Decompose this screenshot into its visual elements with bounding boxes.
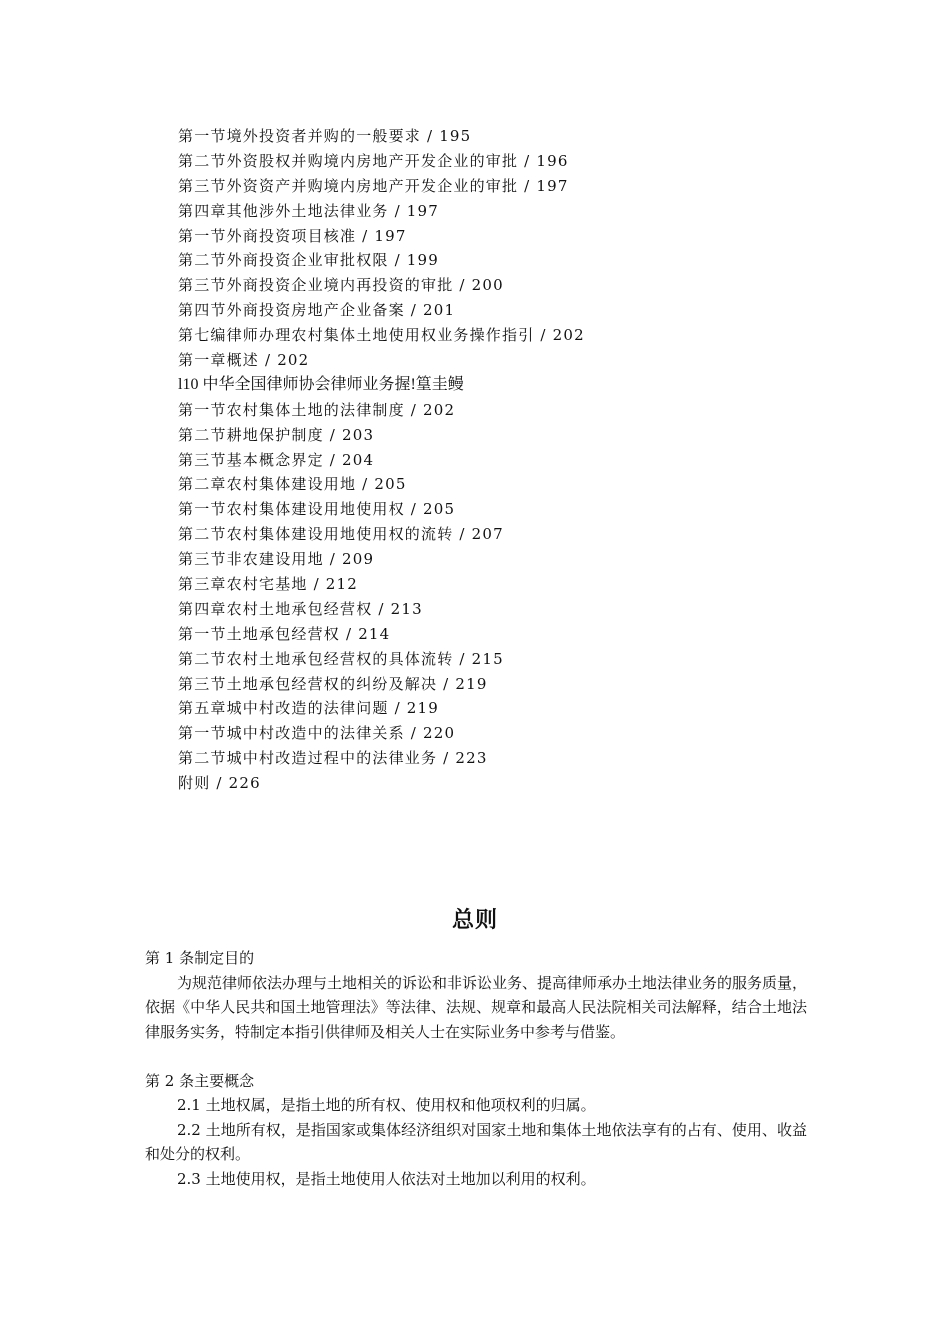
toc-entry: 第三节外资资产并购境内房地产开发企业的审批 / 197 — [178, 176, 569, 195]
article-1-paragraph: 为规范律师依法办理与土地相关的诉讼和非诉讼业务、提高律师承办土地法律业务的服务质量，依据《中华人民共和国土地管理法》等法律、法规、规章和最高人民法院相关司法解释，结合土地法律服务实务，特制定本指引供律师及相关人士在实际业务中参考与借鉴。 — [145, 973, 808, 1041]
toc-entry: 第二节农村集体建设用地使用权的流转 / 207 — [178, 525, 504, 544]
toc-entry: 第二节农村土地承包经营权的具体流转 / 215 — [178, 649, 504, 668]
toc-entry: 第一节农村集体建设用地使用权 / 205 — [178, 500, 456, 519]
toc-entry: 第二章农村集体建设用地 / 205 — [178, 475, 407, 494]
toc-entry: 第四节外商投资房地产企业备案 / 201 — [178, 301, 456, 320]
article-2-item: 2.1 土地权属，是指土地的所有权、使用权和他项权利的归属。 — [177, 1096, 596, 1114]
article-2-item: 2.2 土地所有权，是指国家或集体经济组织对国家土地和集体土地依法享有的占有、使用、收益和处分的权利。 — [145, 1120, 807, 1163]
toc-entry: 第一节城中村改造中的法律关系 / 220 — [178, 724, 456, 743]
paragraph-spacer — [145, 1044, 807, 1069]
toc-entry: 第五章城中村改造的法律问题 / 219 — [178, 699, 440, 718]
article-1-heading: 第 1 条制定目的 — [145, 949, 255, 967]
article-2-item: 2.3 土地使用权，是指土地使用人依法对土地加以利用的权利。 — [177, 1169, 596, 1188]
toc-entry: 附则 / 226 — [178, 774, 261, 793]
general-provisions-body — [145, 946, 807, 1191]
toc-entry: 第二节外资股权并购境内房地产开发企业的审批 / 196 — [178, 151, 569, 170]
article-2-heading: 第 2 条主要概念 — [145, 1071, 255, 1090]
toc-entry: 第三章农村宅基地 / 212 — [178, 575, 359, 594]
toc-entry: 第三节土地承包经营权的纠纷及解决 / 219 — [178, 674, 488, 693]
toc-entry: 第三节非农建设用地 / 209 — [178, 550, 375, 569]
toc-entry: 第四章农村土地承包经营权 / 213 — [178, 599, 423, 618]
toc-entry: 第一节境外投资者并购的一般要求 / 195 — [178, 127, 472, 145]
toc-entry: 第四章其他涉外土地法律业务 / 197 — [178, 201, 440, 220]
toc-entry: 第一节外商投资项目核准 / 197 — [178, 226, 407, 245]
toc-entry: 第一章概述 / 202 — [178, 351, 310, 370]
toc-entry: 第七编律师办理农村集体土地使用权业务操作指引 / 202 — [178, 326, 585, 345]
toc-entry: 第三节基本概念界定 / 204 — [178, 450, 375, 469]
toc-entry: 第三节外商投资企业境内再投资的审批 / 200 — [178, 276, 504, 295]
running-header-text: l10 中华全国律师协会律师业务握!篁圭鳗 — [178, 375, 464, 393]
toc-entry: 第二节耕地保护制度 / 203 — [178, 425, 375, 444]
toc-entry: 第一节土地承包经营权 / 214 — [178, 624, 391, 643]
toc-entry: 第二节外商投资企业审批权限 / 199 — [178, 251, 440, 270]
toc-entry: 第一节农村集体土地的法律制度 / 202 — [178, 400, 456, 419]
table-of-contents — [178, 124, 878, 796]
toc-entry: 第二节城中村改造过程中的法律业务 / 223 — [178, 749, 488, 768]
section-title: 总则 — [451, 907, 498, 933]
